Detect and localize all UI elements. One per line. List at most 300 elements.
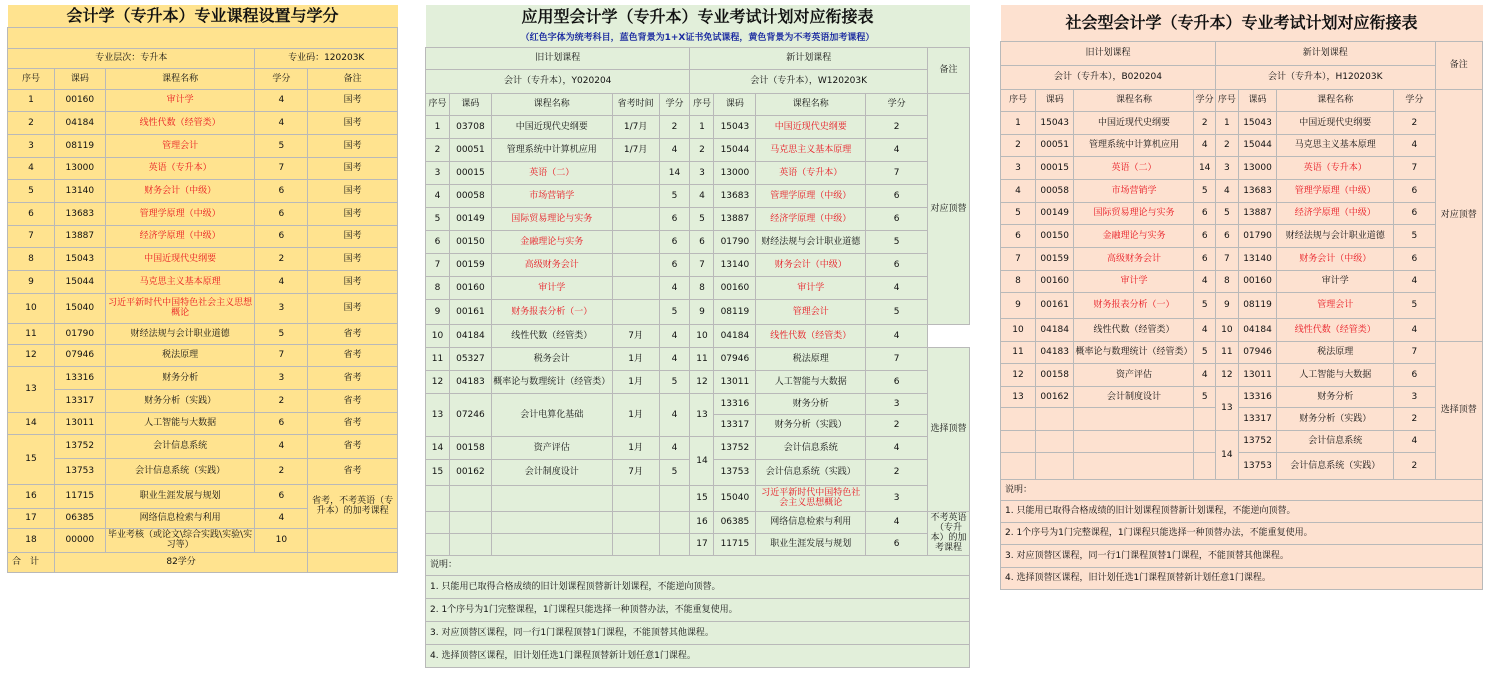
table-row: [8, 134, 398, 157]
note-item: 3. 对应顶替区课程，同一行1门课程顶替1门课程，不能顶替其他课程。: [1001, 544, 1483, 567]
cell: 市场营销学: [491, 184, 612, 207]
header-cell: 序号: [690, 93, 714, 115]
table-row: [426, 184, 970, 207]
total-row: [8, 552, 398, 572]
cell: 金融理论与实务: [491, 230, 612, 253]
cell: 4: [255, 434, 308, 458]
cell: 审计学: [1074, 270, 1194, 292]
table-row: [8, 270, 398, 293]
cell: 9: [1001, 292, 1036, 318]
table-row: [8, 293, 398, 323]
table-row: [426, 299, 970, 324]
cell: 3: [255, 293, 308, 323]
cell: 财务分析（实践）: [756, 414, 866, 436]
cell: 人工智能与大数据: [1277, 363, 1394, 386]
cell: 13753: [714, 459, 756, 485]
cell: 税法原理: [756, 347, 866, 370]
old-major: 会计（专升本），Y020204: [426, 69, 690, 93]
cell: 省考: [308, 344, 398, 366]
cell: 00015: [1035, 156, 1073, 179]
cell: 00058: [449, 184, 491, 207]
cell: 13000: [1238, 156, 1276, 179]
cell: 1月: [612, 370, 659, 393]
cell: 8: [1215, 270, 1238, 292]
cell: 7: [1394, 156, 1435, 179]
cell: 11: [1001, 341, 1036, 363]
table-row: [8, 389, 398, 412]
header-cell: 学分: [1394, 89, 1435, 111]
cell: 财经法规与会计职业道德: [105, 323, 255, 344]
table-row: [1001, 156, 1483, 179]
cell: 管理学原理（中级）: [1277, 179, 1394, 202]
cell: 07946: [714, 347, 756, 370]
cell: 英语（二）: [491, 161, 612, 184]
cell: 15040: [54, 293, 105, 323]
cell: 毕业考核（或论文\综合实践\实验\实习等）: [105, 528, 255, 552]
cell: 16: [690, 511, 714, 533]
cell: 9: [1215, 292, 1238, 318]
header-cell: 省考时间: [612, 93, 659, 115]
header-cell: 课程名称: [1074, 89, 1194, 111]
cell: 06385: [54, 508, 105, 528]
cell: [612, 184, 659, 207]
cell: 管理会计: [756, 299, 866, 324]
cell: 4: [1001, 179, 1036, 202]
cell: 12: [426, 370, 450, 393]
cell: 3: [1001, 156, 1036, 179]
cell: 2: [866, 414, 928, 436]
cell: 中国近现代史纲要: [1277, 111, 1394, 134]
cell: 马克思主义基本原理: [1277, 134, 1394, 156]
table-row: [1001, 247, 1483, 270]
cell: 10: [426, 324, 450, 347]
note-item: 3. 对应顶替区课程，同一行1门课程顶替1门课程，不能顶替其他课程。: [426, 621, 970, 644]
notes-label: 说明：: [1001, 479, 1483, 500]
cell: 3: [866, 393, 928, 414]
cell: 2: [1394, 111, 1435, 134]
cell: 07946: [1238, 341, 1276, 363]
note-item: 2. 1个序号为1门完整课程，1门课程只能选择一种顶替办法，不能重复使用。: [1001, 522, 1483, 544]
cell: [612, 161, 659, 184]
cell: 5: [1394, 292, 1435, 318]
cell: 04184: [54, 111, 105, 134]
note-item: 1. 只能用已取得合格成绩的旧计划课程顶替新计划课程，不能逆向顶替。: [426, 575, 970, 598]
cell: 6: [866, 370, 928, 393]
header-cell: 课程名称: [756, 93, 866, 115]
table-row: [1001, 430, 1483, 452]
table-row: [8, 89, 398, 111]
cell: 11: [426, 347, 450, 370]
cell: 财务分析（实践）: [105, 389, 255, 412]
table-row: [426, 370, 970, 393]
cell: 2: [1394, 407, 1435, 430]
cell: 3: [1394, 386, 1435, 407]
cell: 13317: [714, 414, 756, 436]
cell: 00000: [54, 528, 105, 552]
total-label: 合 计: [8, 552, 55, 572]
cell: 17: [690, 533, 714, 555]
cell: 6: [659, 207, 690, 230]
cell: 英语（专升本）: [1277, 156, 1394, 179]
cell: [449, 511, 491, 533]
cell: 4: [1194, 318, 1215, 341]
table-row: [1001, 179, 1483, 202]
cell: 7: [866, 347, 928, 370]
cell: 9: [690, 299, 714, 324]
cell: 3: [255, 366, 308, 389]
cell: 习近平新时代中国特色社会主义思想概论: [105, 293, 255, 323]
cell: 11: [1215, 341, 1238, 363]
cell: 13683: [1238, 179, 1276, 202]
cell: 00160: [54, 89, 105, 111]
table-row: [1001, 134, 1483, 156]
cell: [612, 253, 659, 276]
cell: 15044: [1238, 134, 1276, 156]
cell: [1035, 407, 1073, 430]
header-cell: 课程名称: [491, 93, 612, 115]
cell: 省考: [308, 389, 398, 412]
cell: [612, 533, 659, 555]
cell: [612, 299, 659, 324]
cell: 7: [1001, 247, 1036, 270]
cell: 00015: [449, 161, 491, 184]
cell: 6: [659, 230, 690, 253]
cell: 国考: [308, 225, 398, 247]
cell: 金融理论与实务: [1074, 224, 1194, 247]
cell: 11715: [54, 484, 105, 508]
cell: 14: [690, 436, 714, 485]
cell: 7月: [612, 324, 659, 347]
cell: [1074, 430, 1194, 452]
cell: 马克思主义基本原理: [756, 138, 866, 161]
cell: 8: [690, 276, 714, 299]
cell: 10: [1215, 318, 1238, 341]
cell: 11: [8, 323, 55, 344]
remark-corresponding: 对应顶替: [1435, 89, 1482, 341]
cell: 2: [255, 247, 308, 270]
cell: 中国近现代史纲要: [105, 247, 255, 270]
cell: 4: [1394, 270, 1435, 292]
cell: 1/7月: [612, 138, 659, 161]
cell: 省考: [308, 366, 398, 389]
cell: 00160: [1035, 270, 1073, 292]
cell: 财务会计（中级）: [1277, 247, 1394, 270]
cell: 4: [659, 436, 690, 459]
cell: 13753: [1238, 452, 1276, 479]
cell: 3: [690, 161, 714, 184]
cell: [426, 485, 450, 511]
cell: 线性代数（经管类）: [1074, 318, 1194, 341]
table-row: [1001, 452, 1483, 479]
cell: 审计学: [491, 276, 612, 299]
cell: 13: [1001, 386, 1036, 407]
remark-selective: 选择顶替: [927, 347, 969, 511]
cell: 13887: [714, 207, 756, 230]
cell: 人工智能与大数据: [105, 412, 255, 434]
cell: 1月: [612, 393, 659, 436]
cell: 6: [1394, 179, 1435, 202]
cell: 3: [8, 134, 55, 157]
cell: 国际贸易理论与实务: [491, 207, 612, 230]
cell: 13: [426, 393, 450, 436]
cell: 00158: [449, 436, 491, 459]
cell: 13753: [54, 458, 105, 484]
cell: 5: [690, 207, 714, 230]
note-item: 2. 1个序号为1门完整课程，1门课程只能选择一种顶替办法，不能重复使用。: [426, 598, 970, 621]
table-row: [426, 533, 970, 555]
cell: 7: [426, 253, 450, 276]
cell: 5: [255, 134, 308, 157]
cell: 13011: [714, 370, 756, 393]
cell: 5: [426, 207, 450, 230]
cell: 00161: [1035, 292, 1073, 318]
table-row: [426, 115, 970, 138]
cell: 5: [255, 323, 308, 344]
cell: 06385: [714, 511, 756, 533]
cell: 7: [255, 344, 308, 366]
new-major: 会计（专升本），H120203K: [1215, 65, 1435, 89]
cell: 国考: [308, 202, 398, 225]
header-name: 课程名称: [105, 68, 255, 89]
cell: 00159: [449, 253, 491, 276]
cell: [1001, 452, 1036, 479]
cell: 国考: [308, 270, 398, 293]
course-setup-panel: [7, 5, 398, 573]
table-row: [426, 207, 970, 230]
cell: 审计学: [1277, 270, 1394, 292]
header-index: 序号: [8, 68, 55, 89]
table-row: [8, 344, 398, 366]
remark-corresponding: 对应顶替: [927, 93, 969, 324]
cell: 5: [659, 459, 690, 485]
header-credit: 学分: [255, 68, 308, 89]
cell: 人工智能与大数据: [756, 370, 866, 393]
cell: 3: [1215, 156, 1238, 179]
cell: 00162: [449, 459, 491, 485]
table-row: [426, 253, 970, 276]
cell: 4: [690, 184, 714, 207]
cell: 13: [8, 366, 55, 412]
table-row: [8, 528, 398, 552]
cell: 5: [659, 299, 690, 324]
cell: 7月: [612, 459, 659, 485]
cell: 会计制度设计: [491, 459, 612, 485]
cell: 2: [1215, 134, 1238, 156]
cell: 马克思主义基本原理: [105, 270, 255, 293]
table-row: [426, 276, 970, 299]
cell: 15: [426, 459, 450, 485]
cell: 14: [426, 436, 450, 459]
social-mapping-panel: [1000, 5, 1483, 590]
cell: 4: [866, 511, 928, 533]
cell: 14: [1194, 156, 1215, 179]
cell: 管理会计: [105, 134, 255, 157]
header-cell: 序号: [1215, 89, 1238, 111]
cell: 2: [866, 459, 928, 485]
cell: 12: [690, 370, 714, 393]
cell: 国际贸易理论与实务: [1074, 202, 1194, 224]
remark-extra-exam: 不考英语（专升本）的加考课程: [927, 511, 969, 555]
cell: 6: [255, 412, 308, 434]
cell: 13000: [54, 157, 105, 179]
page-title: 会计学（专升本）专业课程设置与学分: [8, 5, 398, 27]
cell: [659, 485, 690, 511]
cell: 财务分析: [105, 366, 255, 389]
cell: 4: [1194, 134, 1215, 156]
major-code: 专业码：120203K: [255, 48, 398, 68]
table-row: [426, 138, 970, 161]
cell: 05327: [449, 347, 491, 370]
cell: 英语（二）: [1074, 156, 1194, 179]
cell: 1: [1001, 111, 1036, 134]
table-row: [426, 393, 970, 414]
cell: [449, 485, 491, 511]
cell: 10: [1001, 318, 1036, 341]
cell: 财经法规与会计职业道德: [756, 230, 866, 253]
cell: 国考: [308, 179, 398, 202]
cell: 00160: [449, 276, 491, 299]
cell: 高级财务会计: [491, 253, 612, 276]
cell: 财经法规与会计职业道德: [1277, 224, 1394, 247]
cell: 英语（专升本）: [756, 161, 866, 184]
cell: 6: [866, 207, 928, 230]
cell: 网络信息检索与利用: [756, 511, 866, 533]
page-title: 应用型会计学（专升本）专业考试计划对应衔接表: [426, 5, 970, 29]
table-row: [1001, 386, 1483, 407]
cell: 13316: [1238, 386, 1276, 407]
table-row: [1001, 292, 1483, 318]
cell: [612, 276, 659, 299]
cell: 00162: [1035, 386, 1073, 407]
cell: 高级财务会计: [1074, 247, 1194, 270]
cell: 6: [1394, 202, 1435, 224]
cell: 会计信息系统（实践）: [105, 458, 255, 484]
cell: [491, 533, 612, 555]
cell: 08119: [1238, 292, 1276, 318]
cell: 1: [8, 89, 55, 111]
cell: [491, 511, 612, 533]
cell: 5: [1194, 292, 1215, 318]
header-cell: 课码: [449, 93, 491, 115]
cell: 4: [1394, 318, 1435, 341]
cell: [1194, 407, 1215, 430]
cell: 省考: [308, 434, 398, 458]
cell: 会计信息系统（实践）: [756, 459, 866, 485]
cell: [1194, 452, 1215, 479]
cell: 1: [690, 115, 714, 138]
note-item: 4. 选择顶替区课程，旧计划任选1门课程顶替新计划任意1门课程。: [1001, 567, 1483, 589]
cell: 15043: [1035, 111, 1073, 134]
cell: 网络信息检索与利用: [105, 508, 255, 528]
table-row: [8, 179, 398, 202]
cell: 16: [8, 484, 55, 508]
cell: 8: [426, 276, 450, 299]
header-cell: 序号: [1001, 89, 1036, 111]
cell: 7: [690, 253, 714, 276]
header-cell: 学分: [1194, 89, 1215, 111]
cell: 13752: [1238, 430, 1276, 452]
note-item: 4. 选择顶替区课程，旧计划任选1门课程顶替新计划任意1门课程。: [426, 644, 970, 667]
cell: 13140: [54, 179, 105, 202]
cell: 省考，不考英语（专升本）的加考课程: [308, 484, 398, 528]
cell: 4: [866, 436, 928, 459]
cell: 会计信息系统: [756, 436, 866, 459]
table-row: [426, 324, 970, 347]
header-cell: 学分: [659, 93, 690, 115]
cell: 00158: [1035, 363, 1073, 386]
cell: 13887: [1238, 202, 1276, 224]
cell: 7: [866, 161, 928, 184]
remark-header: 备注: [1435, 41, 1482, 89]
cell: 2: [8, 111, 55, 134]
table-row: [8, 366, 398, 389]
cell: 10: [8, 293, 55, 323]
cell: 会计电算化基础: [491, 393, 612, 436]
header-cell: 学分: [866, 93, 928, 115]
cell: 概率论与数理统计（经管类）: [491, 370, 612, 393]
cell: 5: [866, 230, 928, 253]
cell: 4: [866, 138, 928, 161]
cell: 经济学原理（中级）: [1277, 202, 1394, 224]
cell: 5: [1001, 202, 1036, 224]
cell: 职业生涯发展与规划: [105, 484, 255, 508]
cell: 国考: [308, 134, 398, 157]
table-row: [1001, 363, 1483, 386]
cell: 5: [1194, 386, 1215, 407]
cell: 5: [866, 299, 928, 324]
cell: 00161: [449, 299, 491, 324]
cell: 04184: [449, 324, 491, 347]
table-row: [8, 111, 398, 134]
cell: 省考: [308, 458, 398, 484]
cell: 13752: [714, 436, 756, 459]
cell: 2: [690, 138, 714, 161]
cell: 资产评估: [1074, 363, 1194, 386]
major-level: 专业层次：专升本: [8, 48, 255, 68]
cell: 2: [1001, 134, 1036, 156]
cell: 管理学原理（中级）: [756, 184, 866, 207]
cell: [659, 511, 690, 533]
table-row: [426, 230, 970, 253]
header-cell: 课码: [714, 93, 756, 115]
cell: 00160: [1238, 270, 1276, 292]
course-setup-table: [7, 5, 398, 573]
cell: 15044: [714, 138, 756, 161]
cell: 2: [255, 458, 308, 484]
cell: 7: [255, 157, 308, 179]
cell: 00150: [449, 230, 491, 253]
blank-row: [8, 27, 398, 48]
cell: 11: [690, 347, 714, 370]
old-major: 会计（专升本），B020204: [1001, 65, 1216, 89]
cell: [612, 485, 659, 511]
cell: 1月: [612, 436, 659, 459]
cell: 5: [659, 184, 690, 207]
cell: 13: [690, 393, 714, 436]
cell: 4: [1394, 134, 1435, 156]
cell: 6: [866, 533, 928, 555]
cell: 财务会计（中级）: [105, 179, 255, 202]
cell: 13: [1215, 386, 1238, 430]
cell: 10: [255, 528, 308, 552]
cell: 税法原理: [1277, 341, 1394, 363]
cell: 13317: [1238, 407, 1276, 430]
cell: 13000: [714, 161, 756, 184]
cell: 职业生涯发展与规划: [756, 533, 866, 555]
cell: 00149: [449, 207, 491, 230]
cell: 14: [1215, 430, 1238, 479]
cell: 4: [1194, 270, 1215, 292]
